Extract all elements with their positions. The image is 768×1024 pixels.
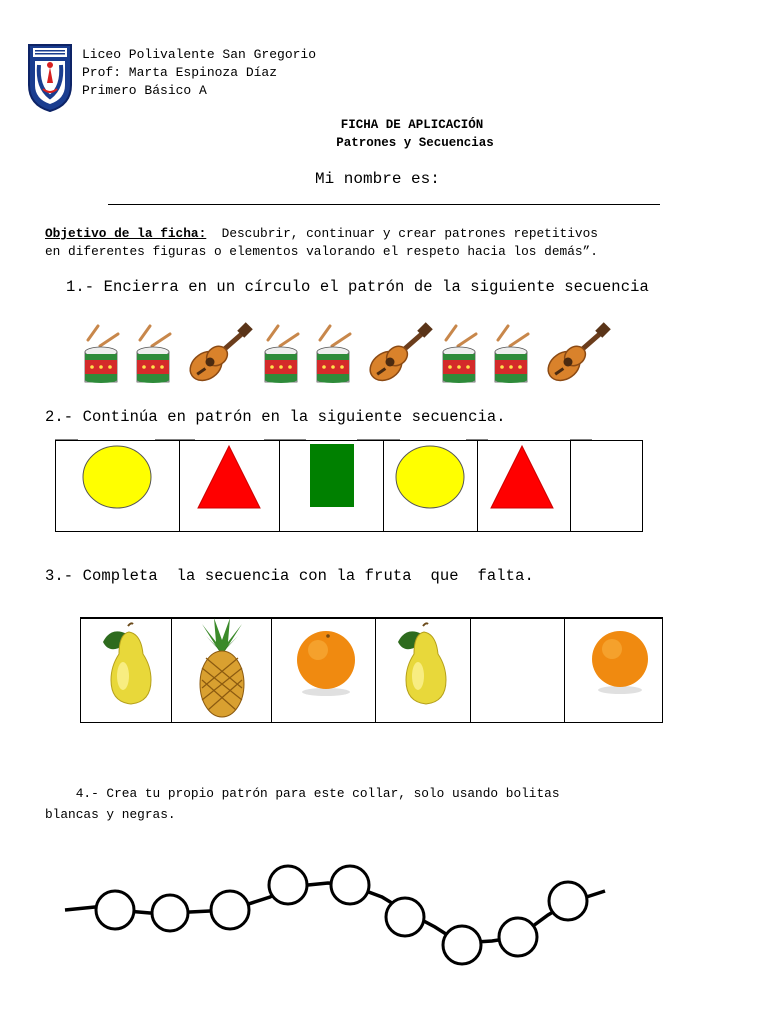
shape-box-4[interactable] bbox=[383, 440, 478, 532]
shape-box-empty[interactable] bbox=[570, 440, 643, 532]
name-label: Mi nombre es: bbox=[315, 170, 440, 188]
guitar-1[interactable] bbox=[185, 322, 253, 386]
name-line[interactable] bbox=[108, 204, 660, 205]
bead-4[interactable] bbox=[269, 866, 307, 904]
fruit-box-empty[interactable] bbox=[470, 618, 565, 722]
question-4-text: 4.- Crea tu propio patrón para este collar, solo usando bolitas bbox=[75, 786, 560, 801]
question-4-line-2: blancas y negras. bbox=[45, 807, 176, 822]
question-4-line-1 bbox=[45, 785, 560, 803]
orange-icon bbox=[272, 618, 376, 720]
objective-text-2: en diferentes figuras o elementos valorando el respeto hacia los demás”. bbox=[45, 244, 598, 259]
guitar-3[interactable] bbox=[543, 322, 611, 386]
red-triangle-shape bbox=[491, 446, 553, 508]
objective-text-1: Descubrir, continuar y crear patrones repetitivos bbox=[206, 226, 598, 241]
grade-label: Primero Básico A bbox=[82, 83, 207, 98]
drum-1[interactable] bbox=[85, 326, 118, 383]
necklace bbox=[60, 855, 620, 975]
bead-6[interactable] bbox=[386, 898, 424, 936]
drum-6[interactable] bbox=[495, 326, 528, 383]
yellow-circle-shape bbox=[83, 446, 151, 508]
instrument-sequence bbox=[80, 322, 620, 388]
worksheet-title: FICHA DE APLICACIÓN bbox=[340, 118, 484, 132]
bead-8[interactable] bbox=[499, 918, 537, 956]
drum-5[interactable] bbox=[443, 326, 476, 383]
question-1: 1.- Encierra en un círculo el patrón de la siguiente secuencia bbox=[66, 278, 649, 296]
fruit-box-3[interactable] bbox=[271, 618, 376, 722]
worksheet-subtitle: Patrones y Secuencias bbox=[336, 136, 494, 150]
objective-label: Objetivo de la ficha: bbox=[45, 226, 207, 241]
pear-icon bbox=[81, 618, 171, 720]
pear-icon bbox=[376, 618, 471, 720]
bead-2[interactable] bbox=[152, 895, 188, 931]
shape-box-5[interactable] bbox=[477, 440, 571, 532]
pineapple-icon bbox=[172, 618, 272, 720]
fruit-box-2[interactable] bbox=[171, 618, 272, 722]
drum-4[interactable] bbox=[317, 326, 350, 383]
shape-box-1[interactable] bbox=[55, 440, 180, 532]
shape-box-2[interactable] bbox=[179, 440, 280, 532]
fruit-box-4[interactable] bbox=[375, 618, 471, 722]
fruit-box-1[interactable] bbox=[80, 618, 171, 722]
objective-line-1 bbox=[45, 225, 598, 243]
question-3: 3.- Completa la secuencia con la fruta que falta. bbox=[45, 567, 534, 585]
question-2: 2.- Continúa en patrón en la siguiente secuencia. bbox=[45, 408, 506, 426]
bead-3[interactable] bbox=[211, 891, 249, 929]
bead-1[interactable] bbox=[96, 891, 134, 929]
bead-9[interactable] bbox=[549, 882, 587, 920]
drum-2[interactable] bbox=[137, 326, 170, 383]
school-name: Liceo Polivalente San Gregorio bbox=[82, 47, 317, 62]
green-rectangle-shape bbox=[310, 444, 354, 507]
school-crest-logo bbox=[27, 43, 73, 113]
red-triangle-shape bbox=[198, 446, 260, 508]
bead-7[interactable] bbox=[443, 926, 481, 964]
guitar-2[interactable] bbox=[365, 322, 433, 386]
teacher-name: Prof: Marta Espinoza Díaz bbox=[82, 65, 278, 80]
drum-3[interactable] bbox=[265, 326, 298, 383]
fruit-box-6[interactable] bbox=[564, 618, 663, 722]
orange-icon bbox=[565, 618, 663, 720]
yellow-circle-shape bbox=[396, 446, 464, 508]
shape-box-3[interactable] bbox=[279, 440, 384, 532]
bead-5[interactable] bbox=[331, 866, 369, 904]
